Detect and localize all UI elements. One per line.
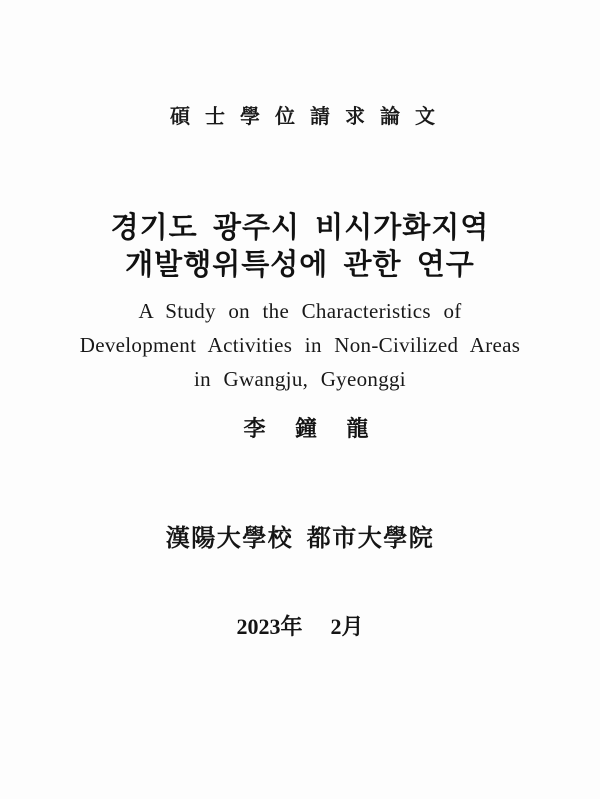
thesis-title-english <box>0 294 600 396</box>
thesis-title-english-line3: in Gwangju, Gyeonggi <box>194 367 406 391</box>
thesis-title-korean-line2: 개발행위특성에 관한 연구 <box>125 249 475 281</box>
thesis-title-english-line1: A Study on the Characteristics of <box>138 299 462 323</box>
thesis-title-korean-line1: 경기도 광주시 비시가화지역 <box>110 212 490 244</box>
thesis-title-english-line2: Development Activities in Non-Civilized Areas <box>79 333 521 357</box>
publication-month: 2月 <box>330 614 364 639</box>
publication-year: 2023年 <box>236 614 303 639</box>
publication-date <box>0 610 600 641</box>
thesis-type-heading: 碩 士 學 位 請 求 論 文 <box>170 106 440 128</box>
author-name: 李 鐘 龍 <box>243 416 381 441</box>
institution-name: 漢陽大學校 都市大學院 <box>165 526 435 552</box>
thesis-title-korean <box>0 210 600 284</box>
